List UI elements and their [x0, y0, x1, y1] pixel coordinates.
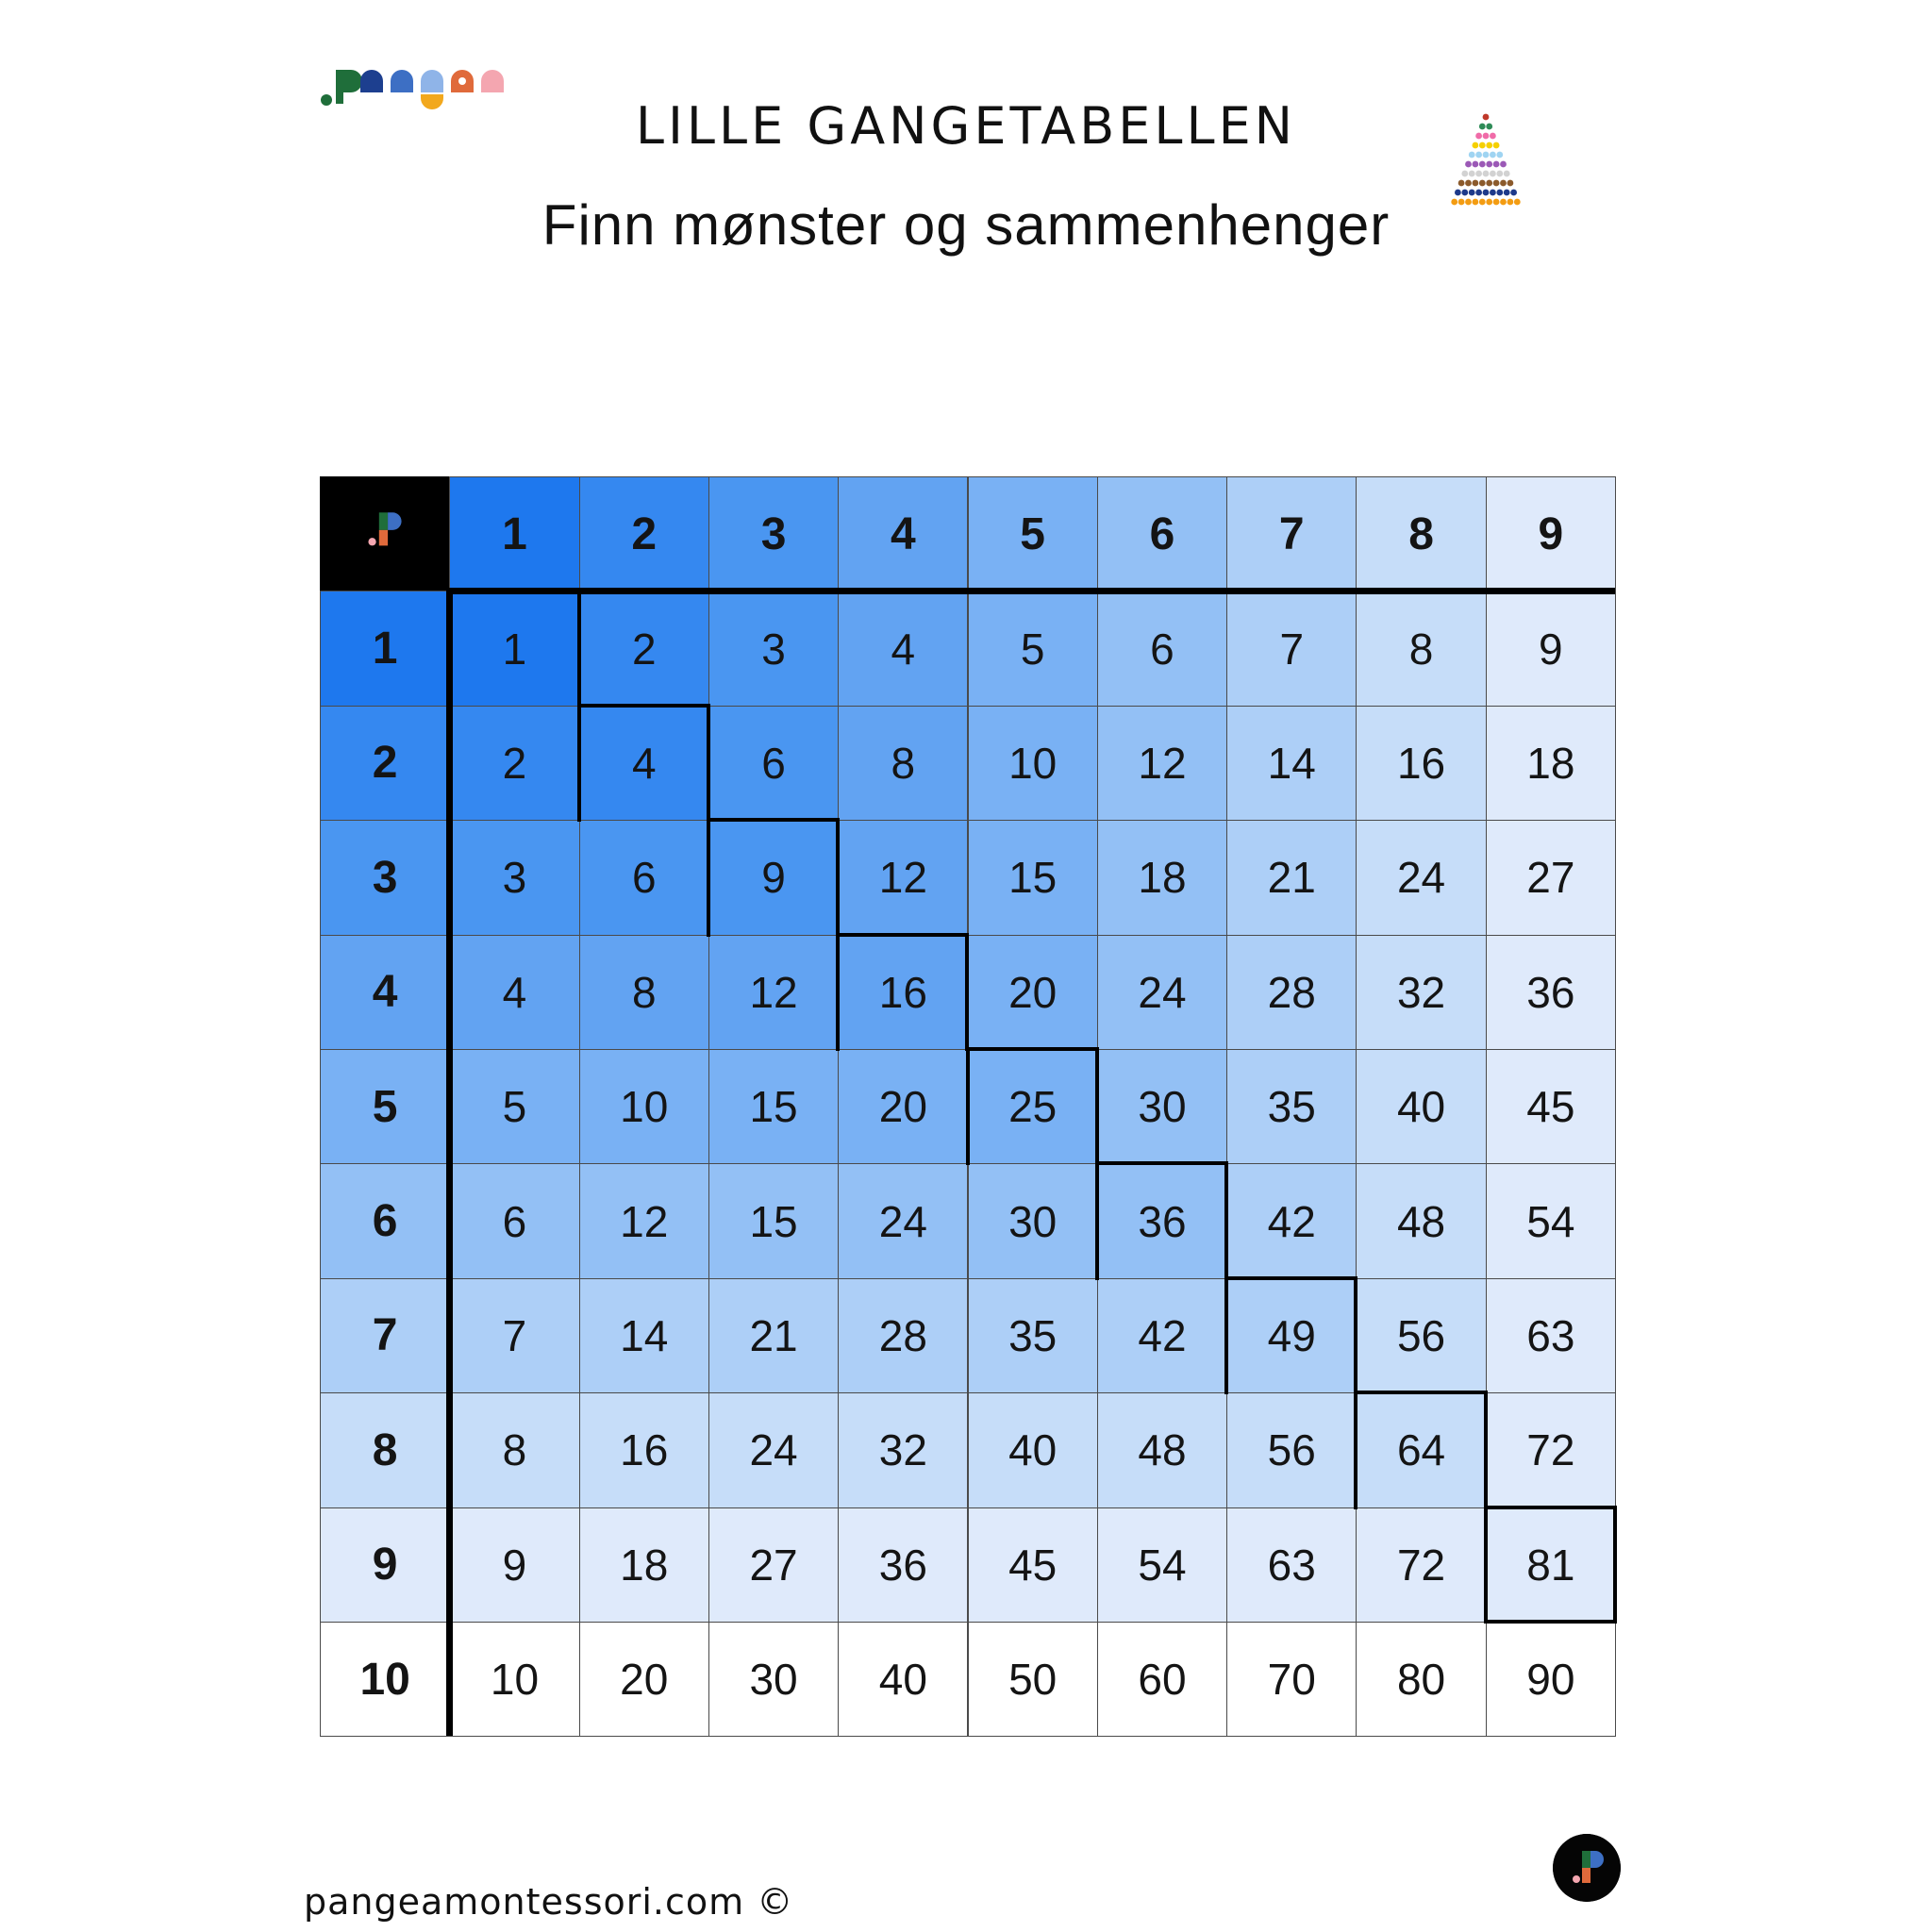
- table-cell: 72: [1486, 1392, 1616, 1507]
- table-cell: 6: [449, 1163, 579, 1278]
- table-cell: 4: [838, 591, 968, 706]
- logo-letter-a2: [481, 70, 504, 92]
- table-cell: 42: [1097, 1278, 1227, 1393]
- row-header: 7: [320, 1278, 450, 1393]
- table-cell: 5: [968, 591, 1098, 706]
- table-cell: 12: [838, 820, 968, 935]
- row-header: 6: [320, 1163, 450, 1278]
- table-cell: 56: [1356, 1278, 1486, 1393]
- bead-stair-icon: [1434, 111, 1538, 211]
- table-cell: 3: [708, 591, 839, 706]
- table-cell: 12: [1097, 706, 1227, 821]
- table-cell: 8: [838, 706, 968, 821]
- table-cell: 20: [579, 1622, 709, 1737]
- table-cell: 1: [449, 591, 579, 706]
- table-cell: 15: [708, 1049, 839, 1164]
- table-cell: 24: [708, 1392, 839, 1507]
- table-cell: 72: [1356, 1507, 1486, 1623]
- column-header: 9: [1486, 476, 1616, 591]
- logo-letter-a1: [360, 70, 383, 92]
- table-cell: 36: [1097, 1163, 1227, 1278]
- table-cell: 70: [1226, 1622, 1357, 1737]
- column-header: 5: [968, 476, 1098, 591]
- column-header: 6: [1097, 476, 1227, 591]
- table-cell: 2: [449, 706, 579, 821]
- row-header: 3: [320, 820, 450, 935]
- column-header: 2: [579, 476, 709, 591]
- table-cell: 8: [579, 935, 709, 1050]
- header-separator: [449, 588, 1615, 594]
- table-cell: 10: [968, 706, 1098, 821]
- table-cell: 3: [449, 820, 579, 935]
- footer-website: pangeamontessori.com ©: [304, 1881, 794, 1923]
- table-cell: 20: [838, 1049, 968, 1164]
- page-subtitle: Finn mønster og sammenhenger: [541, 193, 1391, 257]
- table-cell: 30: [1097, 1049, 1227, 1164]
- table-cell: 56: [1226, 1392, 1357, 1507]
- table-cell: 48: [1097, 1392, 1227, 1507]
- table-cell: 24: [838, 1163, 968, 1278]
- table-cell: 45: [968, 1507, 1098, 1623]
- table-cell: 50: [968, 1622, 1098, 1737]
- table-cell: 12: [579, 1163, 709, 1278]
- table-cell: 18: [579, 1507, 709, 1623]
- table-cell: 2: [579, 591, 709, 706]
- row-header: 8: [320, 1392, 450, 1507]
- table-cell: 15: [708, 1163, 839, 1278]
- table-cell: 54: [1097, 1507, 1227, 1623]
- table-cell: 64: [1356, 1392, 1486, 1507]
- table-cell: 32: [838, 1392, 968, 1507]
- table-cell: 24: [1097, 935, 1227, 1050]
- table-cell: 90: [1486, 1622, 1616, 1737]
- table-cell: 36: [838, 1507, 968, 1623]
- table-cell: 63: [1486, 1278, 1616, 1393]
- table-cell: 25: [968, 1049, 1098, 1164]
- table-cell: 8: [449, 1392, 579, 1507]
- row-header: 4: [320, 935, 450, 1050]
- table-cell: 7: [1226, 591, 1357, 706]
- table-cell: 81: [1486, 1507, 1616, 1623]
- table-cell: 4: [579, 706, 709, 821]
- table-cell: 16: [1356, 706, 1486, 821]
- table-cell: 63: [1226, 1507, 1357, 1623]
- table-cell: 18: [1097, 820, 1227, 935]
- table-cell: 30: [968, 1163, 1098, 1278]
- table-cell: 27: [1486, 820, 1616, 935]
- table-cell: 30: [708, 1622, 839, 1737]
- table-cell: 7: [449, 1278, 579, 1393]
- column-header: 1: [449, 476, 579, 591]
- table-cell: 49: [1226, 1278, 1357, 1393]
- table-cell: 10: [579, 1049, 709, 1164]
- table-cell: 60: [1097, 1622, 1227, 1737]
- logo-eye: [458, 77, 466, 85]
- column-header: 3: [708, 476, 839, 591]
- table-cell: 16: [838, 935, 968, 1050]
- table-cell: 32: [1356, 935, 1486, 1050]
- table-cell: 24: [1356, 820, 1486, 935]
- multiplication-table: [320, 476, 1615, 1736]
- row-header: 1: [320, 591, 450, 706]
- table-cell: 5: [449, 1049, 579, 1164]
- table-cell: 16: [579, 1392, 709, 1507]
- table-cell: 6: [708, 706, 839, 821]
- table-cell: 18: [1486, 706, 1616, 821]
- table-cell: 28: [838, 1278, 968, 1393]
- table-cell: 14: [579, 1278, 709, 1393]
- table-cell: 54: [1486, 1163, 1616, 1278]
- table-cell: 40: [1356, 1049, 1486, 1164]
- table-cell: 21: [1226, 820, 1357, 935]
- table-cell: 35: [968, 1278, 1098, 1393]
- table-cell: 36: [1486, 935, 1616, 1050]
- table-cell: 27: [708, 1507, 839, 1623]
- column-header: 8: [1356, 476, 1486, 591]
- table-cell: 6: [579, 820, 709, 935]
- table-cell: 48: [1356, 1163, 1486, 1278]
- row-header-separator: [446, 591, 453, 1736]
- table-cell: 12: [708, 935, 839, 1050]
- row-header: 2: [320, 706, 450, 821]
- table-cell: 6: [1097, 591, 1227, 706]
- table-cell: 9: [708, 820, 839, 935]
- table-cell: 21: [708, 1278, 839, 1393]
- logo-letter-n: [391, 70, 413, 92]
- table-corner: [320, 476, 450, 591]
- table-cell: 42: [1226, 1163, 1357, 1278]
- table-cell: 15: [968, 820, 1098, 935]
- table-cell: 14: [1226, 706, 1357, 821]
- table-cell: 28: [1226, 935, 1357, 1050]
- pangea-p-logo-icon: [356, 505, 414, 563]
- table-cell: 9: [449, 1507, 579, 1623]
- table-cell: 4: [449, 935, 579, 1050]
- table-cell: 40: [838, 1622, 968, 1737]
- table-cell: 80: [1356, 1622, 1486, 1737]
- page-title: LILLE GANGETABELLEN: [635, 96, 1297, 156]
- row-header: 9: [320, 1507, 450, 1623]
- column-header: 4: [838, 476, 968, 591]
- column-header: 7: [1226, 476, 1357, 591]
- pangea-p-logo-icon: [1553, 1834, 1621, 1902]
- table-cell: 45: [1486, 1049, 1616, 1164]
- table-cell: 35: [1226, 1049, 1357, 1164]
- logo-letter-g-top: [421, 70, 443, 92]
- table-cell: 8: [1356, 591, 1486, 706]
- table-cell: 20: [968, 935, 1098, 1050]
- row-header: 5: [320, 1049, 450, 1164]
- table-cell: 9: [1486, 591, 1616, 706]
- table-cell: 10: [449, 1622, 579, 1737]
- row-header: 10: [320, 1622, 450, 1737]
- table-cell: 40: [968, 1392, 1098, 1507]
